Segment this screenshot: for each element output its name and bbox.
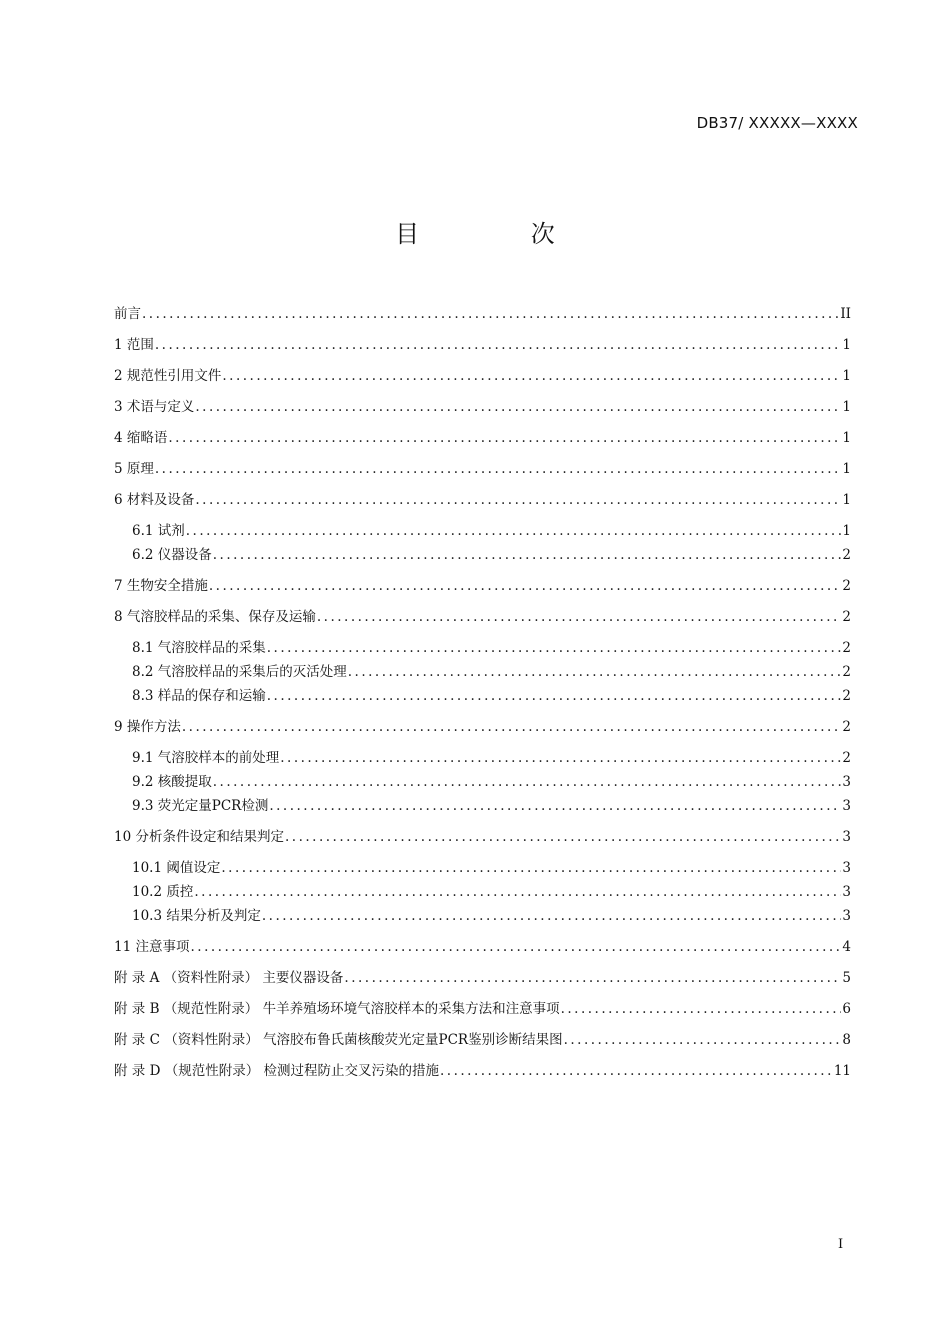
toc-title: 目 次 <box>395 220 607 248</box>
toc-entry-label: 附 录 A （资料性附录） 主要仪器设备 <box>114 970 344 986</box>
document-code: DB37/ XXXXX—XXXX <box>696 114 858 132</box>
leader-dots <box>267 688 842 704</box>
toc-entry-page: 2 <box>842 578 851 594</box>
toc-entry-10-3[interactable] <box>114 904 851 928</box>
toc-entry-9-3[interactable] <box>114 794 851 818</box>
toc-entry-label: 10.3 结果分析及判定 <box>132 908 261 924</box>
leader-dots <box>280 750 841 766</box>
toc-entry-page: 3 <box>842 860 851 876</box>
toc-entry-page: 1 <box>842 337 851 353</box>
leader-dots <box>269 798 841 814</box>
toc-entry-page: 3 <box>842 908 851 924</box>
toc-entry-page: 11 <box>833 1063 851 1079</box>
toc-entry-label: 11 注意事项 <box>114 939 190 955</box>
toc-entry-page: 3 <box>842 884 851 900</box>
toc-entry-page: 1 <box>842 368 851 384</box>
toc-entry-label: 10 分析条件设定和结果判定 <box>114 829 284 845</box>
toc-entry-8[interactable] <box>114 605 851 629</box>
toc-entry-label: 8 气溶胶样品的采集、保存及运输 <box>114 609 316 625</box>
leader-dots <box>348 664 842 680</box>
leader-dots <box>182 719 842 735</box>
toc-entry-6[interactable] <box>114 488 851 512</box>
toc-entry-page: 2 <box>842 609 851 625</box>
leader-dots <box>317 609 842 625</box>
toc-entry-4[interactable] <box>114 426 851 450</box>
leader-dots <box>213 547 842 563</box>
table-of-contents <box>114 302 851 1083</box>
toc-entry-label: 附 录 B （规范性附录） 牛羊养殖场环境气溶胶样本的采集方法和注意事项 <box>114 1001 560 1017</box>
toc-entry-foreword[interactable] <box>114 302 851 326</box>
toc-entry-label: 附 录 D （规范性附录） 检测过程防止交叉污染的措施 <box>114 1063 439 1079</box>
toc-entry-label: 前言 <box>114 306 141 322</box>
leader-dots <box>213 774 842 790</box>
leader-dots <box>195 399 841 415</box>
leader-dots <box>285 829 841 845</box>
toc-entry-page: 2 <box>842 688 851 704</box>
toc-entry-page: 8 <box>842 1032 851 1048</box>
leader-dots <box>267 640 842 656</box>
toc-entry-page: 3 <box>842 798 851 814</box>
toc-entry-label: 附 录 C （资料性附录） 气溶胶布鲁氏菌核酸荧光定量PCR鉴别诊断结果图 <box>114 1032 563 1048</box>
toc-entry-1[interactable] <box>114 333 851 357</box>
toc-entry-10-2[interactable] <box>114 880 851 904</box>
leader-dots <box>209 578 842 594</box>
toc-entry-7[interactable] <box>114 574 851 598</box>
toc-entry-label: 6 材料及设备 <box>114 492 195 508</box>
toc-entry-page: 3 <box>842 774 851 790</box>
toc-entry-page: 2 <box>842 750 851 766</box>
toc-entry-label: 8.1 气溶胶样品的采集 <box>132 640 266 656</box>
toc-entry-label: 9.3 荧光定量PCR检测 <box>132 798 269 814</box>
toc-entry-page: 1 <box>842 461 851 477</box>
leader-dots <box>155 461 842 477</box>
toc-entry-label: 1 范围 <box>114 337 154 353</box>
toc-entry-page: 2 <box>842 719 851 735</box>
toc-entry-label: 9.2 核酸提取 <box>132 774 212 790</box>
toc-entry-label: 8.2 气溶胶样品的采集后的灭活处理 <box>132 664 347 680</box>
leader-dots <box>155 337 842 353</box>
toc-entry-label: 5 原理 <box>114 461 154 477</box>
toc-entry-appendix-d[interactable] <box>114 1059 851 1083</box>
toc-entry-9-2[interactable] <box>114 770 851 794</box>
toc-entry-10-1[interactable] <box>114 856 851 880</box>
toc-entry-page: 1 <box>842 523 851 539</box>
toc-entry-label: 10.1 阈值设定 <box>132 860 221 876</box>
toc-entry-2[interactable] <box>114 364 851 388</box>
leader-dots <box>168 430 841 446</box>
toc-entry-page: II <box>840 306 851 322</box>
toc-entry-5[interactable] <box>114 457 851 481</box>
toc-entry-page: 2 <box>842 547 851 563</box>
toc-entry-8-2[interactable] <box>114 660 851 684</box>
page-number: I <box>838 1237 844 1252</box>
toc-entry-3[interactable] <box>114 395 851 419</box>
leader-dots <box>564 1032 842 1048</box>
toc-entry-page: 2 <box>842 664 851 680</box>
toc-entry-9[interactable] <box>114 715 851 739</box>
toc-entry-label: 7 生物安全措施 <box>114 578 208 594</box>
toc-entry-10[interactable] <box>114 825 851 849</box>
toc-entry-label: 8.3 样品的保存和运输 <box>132 688 266 704</box>
toc-entry-label: 6.2 仪器设备 <box>132 547 212 563</box>
toc-entry-page: 1 <box>842 430 851 446</box>
leader-dots <box>344 970 841 986</box>
toc-entry-appendix-c[interactable] <box>114 1028 851 1052</box>
toc-entry-8-3[interactable] <box>114 684 851 708</box>
toc-entry-page: 1 <box>842 492 851 508</box>
toc-entry-page: 6 <box>842 1001 851 1017</box>
toc-entry-label: 6.1 试剂 <box>132 523 185 539</box>
toc-entry-page: 2 <box>842 640 851 656</box>
leader-dots <box>262 908 842 924</box>
toc-entry-6-1[interactable] <box>114 519 851 543</box>
toc-entry-label: 9.1 气溶胶样本的前处理 <box>132 750 280 766</box>
toc-entry-page: 3 <box>842 829 851 845</box>
leader-dots <box>186 523 842 539</box>
toc-entry-label: 2 规范性引用文件 <box>114 368 222 384</box>
toc-entry-11[interactable] <box>114 935 851 959</box>
leader-dots <box>221 860 841 876</box>
toc-entry-9-1[interactable] <box>114 746 851 770</box>
toc-entry-label: 9 操作方法 <box>114 719 181 735</box>
leader-dots <box>190 939 841 955</box>
toc-entry-appendix-a[interactable] <box>114 966 851 990</box>
leader-dots <box>440 1063 833 1079</box>
toc-entry-page: 4 <box>842 939 851 955</box>
toc-entry-label: 10.2 质控 <box>132 884 194 900</box>
leader-dots <box>195 492 841 508</box>
toc-entry-page: 1 <box>842 399 851 415</box>
toc-entry-6-2[interactable] <box>114 543 851 567</box>
leader-dots <box>222 368 841 384</box>
leader-dots <box>561 1001 842 1017</box>
leader-dots <box>142 306 839 322</box>
leader-dots <box>194 884 841 900</box>
toc-entry-label: 3 术语与定义 <box>114 399 195 415</box>
toc-entry-label: 4 缩略语 <box>114 430 168 446</box>
toc-entry-page: 5 <box>842 970 851 986</box>
toc-entry-appendix-b[interactable] <box>114 997 851 1021</box>
toc-entry-8-1[interactable] <box>114 636 851 660</box>
